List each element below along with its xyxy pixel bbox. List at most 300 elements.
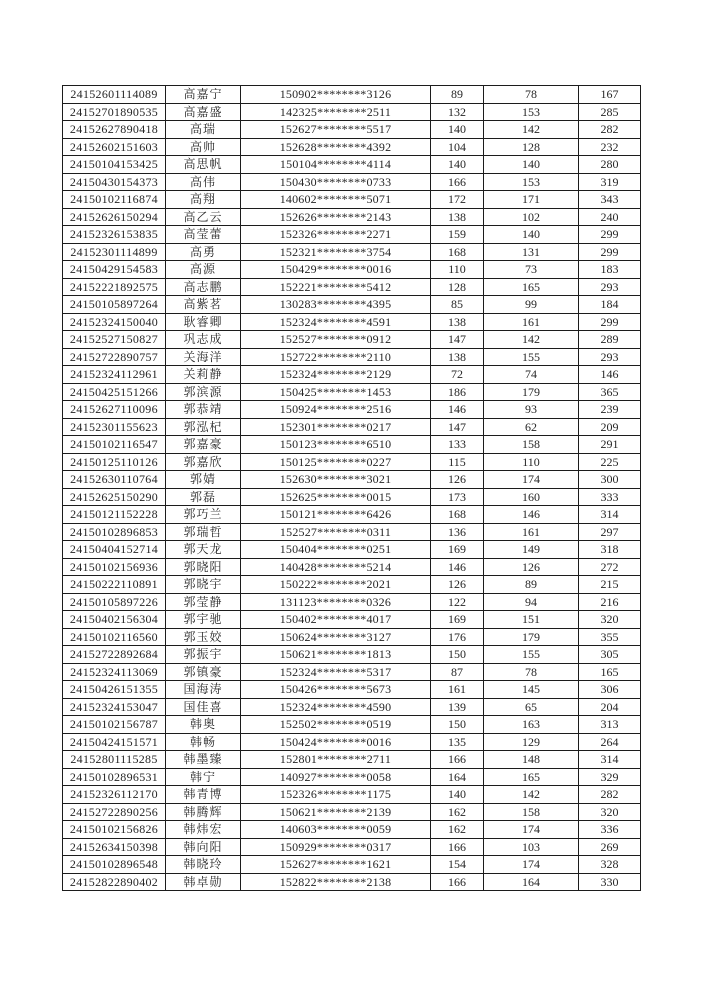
cell-name: 韩腾辉 <box>166 803 241 821</box>
cell-total: 330 <box>579 873 641 891</box>
cell-total: 297 <box>579 523 641 541</box>
table-row <box>63 628 641 646</box>
cell-name: 韩墨臻 <box>166 751 241 769</box>
table-row <box>63 243 641 261</box>
cell-score1: 72 <box>431 366 484 384</box>
cell-name: 巩志成 <box>166 331 241 349</box>
cell-score2: 158 <box>484 803 579 821</box>
table-row <box>63 856 641 874</box>
cell-name: 关海洋 <box>166 348 241 366</box>
cell-score1: 104 <box>431 138 484 156</box>
cell-score1: 110 <box>431 261 484 279</box>
cell-total: 280 <box>579 156 641 174</box>
cell-name: 郭嘉豪 <box>166 436 241 454</box>
cell-total: 329 <box>579 768 641 786</box>
table-row <box>63 103 641 121</box>
cell-name: 韩向阳 <box>166 838 241 856</box>
cell-score1: 162 <box>431 821 484 839</box>
cell-id_number: 152324********2129 <box>241 366 431 384</box>
cell-id_number: 150624********3127 <box>241 628 431 646</box>
cell-score1: 146 <box>431 558 484 576</box>
cell-name: 郭玉姣 <box>166 628 241 646</box>
cell-total: 282 <box>579 121 641 139</box>
table-row <box>63 611 641 629</box>
cell-score2: 89 <box>484 576 579 594</box>
cell-exam_number: 24152324112961 <box>63 366 166 384</box>
cell-id_number: 150425********1453 <box>241 383 431 401</box>
cell-name: 韩奥 <box>166 716 241 734</box>
cell-total: 285 <box>579 103 641 121</box>
cell-exam_number: 24150425151266 <box>63 383 166 401</box>
cell-name: 高翔 <box>166 191 241 209</box>
cell-total: 289 <box>579 331 641 349</box>
cell-id_number: 140602********5071 <box>241 191 431 209</box>
cell-score1: 147 <box>431 331 484 349</box>
table-row <box>63 558 641 576</box>
cell-id_number: 150929********0317 <box>241 838 431 856</box>
cell-score2: 174 <box>484 856 579 874</box>
cell-score2: 179 <box>484 628 579 646</box>
cell-exam_number: 24152822890402 <box>63 873 166 891</box>
cell-id_number: 152626********2143 <box>241 208 431 226</box>
cell-id_number: 152324********4590 <box>241 698 431 716</box>
table-row <box>63 366 641 384</box>
cell-id_number: 152221********5412 <box>241 278 431 296</box>
cell-score1: 186 <box>431 383 484 401</box>
cell-name: 高帅 <box>166 138 241 156</box>
cell-id_number: 152324********4591 <box>241 313 431 331</box>
cell-score2: 155 <box>484 348 579 366</box>
cell-score2: 142 <box>484 786 579 804</box>
cell-total: 336 <box>579 821 641 839</box>
cell-score1: 138 <box>431 348 484 366</box>
table-row <box>63 646 641 664</box>
cell-total: 216 <box>579 593 641 611</box>
cell-score2: 65 <box>484 698 579 716</box>
table-row <box>63 121 641 139</box>
cell-exam_number: 24152301155623 <box>63 418 166 436</box>
cell-id_number: 150104********4114 <box>241 156 431 174</box>
cell-name: 郭莹静 <box>166 593 241 611</box>
cell-exam_number: 24150429154583 <box>63 261 166 279</box>
cell-score2: 126 <box>484 558 579 576</box>
cell-exam_number: 24152324153047 <box>63 698 166 716</box>
table-row <box>63 471 641 489</box>
cell-exam_number: 24150105897264 <box>63 296 166 314</box>
cell-exam_number: 24150404152714 <box>63 541 166 559</box>
cell-exam_number: 24152627890418 <box>63 121 166 139</box>
cell-score1: 140 <box>431 121 484 139</box>
cell-score2: 73 <box>484 261 579 279</box>
cell-total: 293 <box>579 348 641 366</box>
cell-name: 国海涛 <box>166 681 241 699</box>
table-row <box>63 138 641 156</box>
cell-score1: 126 <box>431 471 484 489</box>
cell-score2: 93 <box>484 401 579 419</box>
cell-score2: 165 <box>484 278 579 296</box>
cell-exam_number: 24150102156936 <box>63 558 166 576</box>
cell-name: 郭嘉欣 <box>166 453 241 471</box>
cell-score2: 153 <box>484 103 579 121</box>
cell-id_number: 152722********2110 <box>241 348 431 366</box>
cell-exam_number: 24152722892684 <box>63 646 166 664</box>
cell-name: 韩晓玲 <box>166 856 241 874</box>
cell-exam_number: 24150102896531 <box>63 768 166 786</box>
cell-exam_number: 24152326153835 <box>63 226 166 244</box>
cell-score2: 174 <box>484 471 579 489</box>
cell-exam_number: 24152221892575 <box>63 278 166 296</box>
cell-score1: 85 <box>431 296 484 314</box>
cell-score1: 172 <box>431 191 484 209</box>
cell-score1: 126 <box>431 576 484 594</box>
cell-exam_number: 24150102116560 <box>63 628 166 646</box>
cell-id_number: 130283********4395 <box>241 296 431 314</box>
cell-id_number: 152301********0217 <box>241 418 431 436</box>
cell-exam_number: 24150105897226 <box>63 593 166 611</box>
cell-score2: 128 <box>484 138 579 156</box>
cell-name: 高乙云 <box>166 208 241 226</box>
cell-score2: 145 <box>484 681 579 699</box>
cell-exam_number: 24150222110891 <box>63 576 166 594</box>
cell-id_number: 131123********0326 <box>241 593 431 611</box>
cell-name: 关莉静 <box>166 366 241 384</box>
cell-id_number: 152527********0912 <box>241 331 431 349</box>
table-row <box>63 261 641 279</box>
cell-name: 郭天龙 <box>166 541 241 559</box>
table-row <box>63 576 641 594</box>
cell-score2: 78 <box>484 663 579 681</box>
cell-name: 国佳喜 <box>166 698 241 716</box>
cell-id_number: 152801********2711 <box>241 751 431 769</box>
cell-exam_number: 24152301114899 <box>63 243 166 261</box>
cell-total: 291 <box>579 436 641 454</box>
cell-id_number: 152502********0519 <box>241 716 431 734</box>
cell-name: 高嘉宁 <box>166 86 241 104</box>
cell-score2: 149 <box>484 541 579 559</box>
cell-total: 239 <box>579 401 641 419</box>
cell-name: 韩炜宏 <box>166 821 241 839</box>
table-row <box>63 873 641 891</box>
table-row <box>63 208 641 226</box>
cell-score1: 128 <box>431 278 484 296</box>
cell-id_number: 150424********0016 <box>241 733 431 751</box>
cell-exam_number: 24150102156787 <box>63 716 166 734</box>
cell-score1: 136 <box>431 523 484 541</box>
cell-total: 306 <box>579 681 641 699</box>
cell-name: 高勇 <box>166 243 241 261</box>
cell-id_number: 152627********5517 <box>241 121 431 139</box>
cell-name: 郭振宇 <box>166 646 241 664</box>
table-row <box>63 786 641 804</box>
cell-score1: 162 <box>431 803 484 821</box>
cell-name: 郭磊 <box>166 488 241 506</box>
cell-score2: 103 <box>484 838 579 856</box>
cell-id_number: 150924********2516 <box>241 401 431 419</box>
cell-exam_number: 24152627110096 <box>63 401 166 419</box>
cell-score2: 62 <box>484 418 579 436</box>
table-row <box>63 278 641 296</box>
cell-total: 313 <box>579 716 641 734</box>
cell-exam_number: 24152602151603 <box>63 138 166 156</box>
cell-id_number: 140927********0058 <box>241 768 431 786</box>
score-table-body <box>63 86 641 891</box>
cell-score1: 169 <box>431 611 484 629</box>
cell-total: 355 <box>579 628 641 646</box>
cell-score1: 89 <box>431 86 484 104</box>
cell-total: 215 <box>579 576 641 594</box>
cell-score2: 163 <box>484 716 579 734</box>
cell-name: 高思帆 <box>166 156 241 174</box>
table-row <box>63 86 641 104</box>
cell-name: 韩畅 <box>166 733 241 751</box>
cell-score1: 150 <box>431 646 484 664</box>
cell-name: 郭镇豪 <box>166 663 241 681</box>
cell-id_number: 150123********6510 <box>241 436 431 454</box>
cell-exam_number: 24152626150294 <box>63 208 166 226</box>
cell-id_number: 150430********0733 <box>241 173 431 191</box>
cell-total: 269 <box>579 838 641 856</box>
cell-score1: 150 <box>431 716 484 734</box>
table-row <box>63 716 641 734</box>
cell-score1: 166 <box>431 173 484 191</box>
cell-id_number: 150621********2139 <box>241 803 431 821</box>
cell-exam_number: 24152701890535 <box>63 103 166 121</box>
cell-exam_number: 24152630110764 <box>63 471 166 489</box>
cell-exam_number: 24152601114089 <box>63 86 166 104</box>
cell-total: 240 <box>579 208 641 226</box>
cell-total: 319 <box>579 173 641 191</box>
cell-exam_number: 24150102116874 <box>63 191 166 209</box>
cell-exam_number: 24152527150827 <box>63 331 166 349</box>
cell-exam_number: 24150402156304 <box>63 611 166 629</box>
cell-name: 高瑞 <box>166 121 241 139</box>
cell-name: 高嘉盛 <box>166 103 241 121</box>
cell-score2: 165 <box>484 768 579 786</box>
cell-name: 郭宇驰 <box>166 611 241 629</box>
cell-name: 韩青博 <box>166 786 241 804</box>
cell-score2: 102 <box>484 208 579 226</box>
cell-exam_number: 24152324113069 <box>63 663 166 681</box>
cell-total: 365 <box>579 383 641 401</box>
cell-id_number: 152627********1621 <box>241 856 431 874</box>
cell-score1: 173 <box>431 488 484 506</box>
cell-id_number: 152822********2138 <box>241 873 431 891</box>
cell-total: 299 <box>579 226 641 244</box>
cell-id_number: 152324********5317 <box>241 663 431 681</box>
cell-score1: 122 <box>431 593 484 611</box>
cell-id_number: 142325********2511 <box>241 103 431 121</box>
cell-score1: 176 <box>431 628 484 646</box>
cell-score1: 115 <box>431 453 484 471</box>
cell-total: 318 <box>579 541 641 559</box>
cell-id_number: 150404********0251 <box>241 541 431 559</box>
table-row <box>63 436 641 454</box>
cell-score2: 129 <box>484 733 579 751</box>
cell-score2: 151 <box>484 611 579 629</box>
cell-total: 282 <box>579 786 641 804</box>
cell-total: 333 <box>579 488 641 506</box>
cell-exam_number: 24152625150290 <box>63 488 166 506</box>
cell-name: 韩宁 <box>166 768 241 786</box>
cell-name: 高志鹏 <box>166 278 241 296</box>
cell-exam_number: 24150104153425 <box>63 156 166 174</box>
cell-score2: 142 <box>484 331 579 349</box>
cell-exam_number: 24150125110126 <box>63 453 166 471</box>
cell-score2: 161 <box>484 313 579 331</box>
cell-total: 167 <box>579 86 641 104</box>
table-row <box>63 173 641 191</box>
cell-total: 209 <box>579 418 641 436</box>
cell-score2: 140 <box>484 156 579 174</box>
cell-total: 299 <box>579 313 641 331</box>
cell-total: 204 <box>579 698 641 716</box>
cell-score1: 138 <box>431 313 484 331</box>
cell-score2: 164 <box>484 873 579 891</box>
table-row <box>63 401 641 419</box>
cell-total: 264 <box>579 733 641 751</box>
cell-id_number: 150402********4017 <box>241 611 431 629</box>
cell-total: 320 <box>579 611 641 629</box>
table-row <box>63 313 641 331</box>
cell-total: 314 <box>579 506 641 524</box>
cell-exam_number: 24152324150040 <box>63 313 166 331</box>
cell-total: 293 <box>579 278 641 296</box>
cell-score1: 169 <box>431 541 484 559</box>
cell-name: 郭晓阳 <box>166 558 241 576</box>
cell-id_number: 150426********5673 <box>241 681 431 699</box>
cell-exam_number: 24150102116547 <box>63 436 166 454</box>
table-row <box>63 506 641 524</box>
table-row <box>63 803 641 821</box>
cell-score1: 166 <box>431 873 484 891</box>
cell-score1: 168 <box>431 506 484 524</box>
table-row <box>63 838 641 856</box>
cell-score1: 166 <box>431 838 484 856</box>
cell-id_number: 150429********0016 <box>241 261 431 279</box>
cell-id_number: 152625********0015 <box>241 488 431 506</box>
cell-exam_number: 24150121152228 <box>63 506 166 524</box>
cell-score1: 140 <box>431 156 484 174</box>
cell-exam_number: 24152801115285 <box>63 751 166 769</box>
cell-score1: 154 <box>431 856 484 874</box>
cell-score1: 135 <box>431 733 484 751</box>
cell-total: 300 <box>579 471 641 489</box>
table-row <box>63 296 641 314</box>
table-row <box>63 751 641 769</box>
cell-score2: 179 <box>484 383 579 401</box>
cell-score1: 161 <box>431 681 484 699</box>
table-row <box>63 681 641 699</box>
cell-score2: 174 <box>484 821 579 839</box>
cell-name: 郭滨源 <box>166 383 241 401</box>
cell-total: 314 <box>579 751 641 769</box>
cell-score2: 78 <box>484 86 579 104</box>
cell-name: 郭巧兰 <box>166 506 241 524</box>
cell-exam_number: 24150430154373 <box>63 173 166 191</box>
cell-score2: 140 <box>484 226 579 244</box>
cell-id_number: 152326********2271 <box>241 226 431 244</box>
cell-total: 305 <box>579 646 641 664</box>
cell-total: 184 <box>579 296 641 314</box>
cell-score1: 147 <box>431 418 484 436</box>
table-row <box>63 698 641 716</box>
table-row <box>63 156 641 174</box>
cell-name: 郭恭靖 <box>166 401 241 419</box>
cell-score2: 161 <box>484 523 579 541</box>
cell-score1: 146 <box>431 401 484 419</box>
cell-name: 高紫茗 <box>166 296 241 314</box>
cell-exam_number: 24152634150398 <box>63 838 166 856</box>
cell-id_number: 150621********1813 <box>241 646 431 664</box>
cell-exam_number: 24150424151571 <box>63 733 166 751</box>
table-row <box>63 348 641 366</box>
table-row <box>63 191 641 209</box>
cell-id_number: 140428********5214 <box>241 558 431 576</box>
cell-id_number: 152630********3021 <box>241 471 431 489</box>
cell-score2: 171 <box>484 191 579 209</box>
table-row <box>63 226 641 244</box>
table-row <box>63 821 641 839</box>
cell-score1: 168 <box>431 243 484 261</box>
table-row <box>63 733 641 751</box>
cell-score2: 74 <box>484 366 579 384</box>
cell-exam_number: 24150102896853 <box>63 523 166 541</box>
cell-name: 高源 <box>166 261 241 279</box>
cell-score1: 133 <box>431 436 484 454</box>
table-row <box>63 541 641 559</box>
cell-score2: 142 <box>484 121 579 139</box>
cell-exam_number: 24150102896548 <box>63 856 166 874</box>
cell-name: 高伟 <box>166 173 241 191</box>
cell-name: 郭晓宇 <box>166 576 241 594</box>
cell-total: 299 <box>579 243 641 261</box>
score-table <box>62 85 641 891</box>
table-row <box>63 383 641 401</box>
cell-total: 165 <box>579 663 641 681</box>
cell-score1: 166 <box>431 751 484 769</box>
cell-id_number: 152321********3754 <box>241 243 431 261</box>
cell-score2: 155 <box>484 646 579 664</box>
cell-name: 郭婧 <box>166 471 241 489</box>
cell-name: 郭泓杞 <box>166 418 241 436</box>
cell-total: 183 <box>579 261 641 279</box>
cell-id_number: 152527********0311 <box>241 523 431 541</box>
cell-name: 韩卓勋 <box>166 873 241 891</box>
table-row <box>63 488 641 506</box>
cell-total: 225 <box>579 453 641 471</box>
cell-total: 232 <box>579 138 641 156</box>
cell-total: 320 <box>579 803 641 821</box>
cell-total: 146 <box>579 366 641 384</box>
table-row <box>63 453 641 471</box>
cell-id_number: 150125********0227 <box>241 453 431 471</box>
table-row <box>63 418 641 436</box>
cell-exam_number: 24150426151355 <box>63 681 166 699</box>
cell-id_number: 150222********2021 <box>241 576 431 594</box>
cell-name: 郭瑞哲 <box>166 523 241 541</box>
cell-score1: 140 <box>431 786 484 804</box>
cell-score1: 132 <box>431 103 484 121</box>
cell-total: 328 <box>579 856 641 874</box>
table-row <box>63 523 641 541</box>
cell-exam_number: 24152722890256 <box>63 803 166 821</box>
cell-total: 272 <box>579 558 641 576</box>
cell-exam_number: 24152326112170 <box>63 786 166 804</box>
cell-total: 343 <box>579 191 641 209</box>
cell-id_number: 152628********4392 <box>241 138 431 156</box>
cell-score2: 131 <box>484 243 579 261</box>
cell-score2: 148 <box>484 751 579 769</box>
